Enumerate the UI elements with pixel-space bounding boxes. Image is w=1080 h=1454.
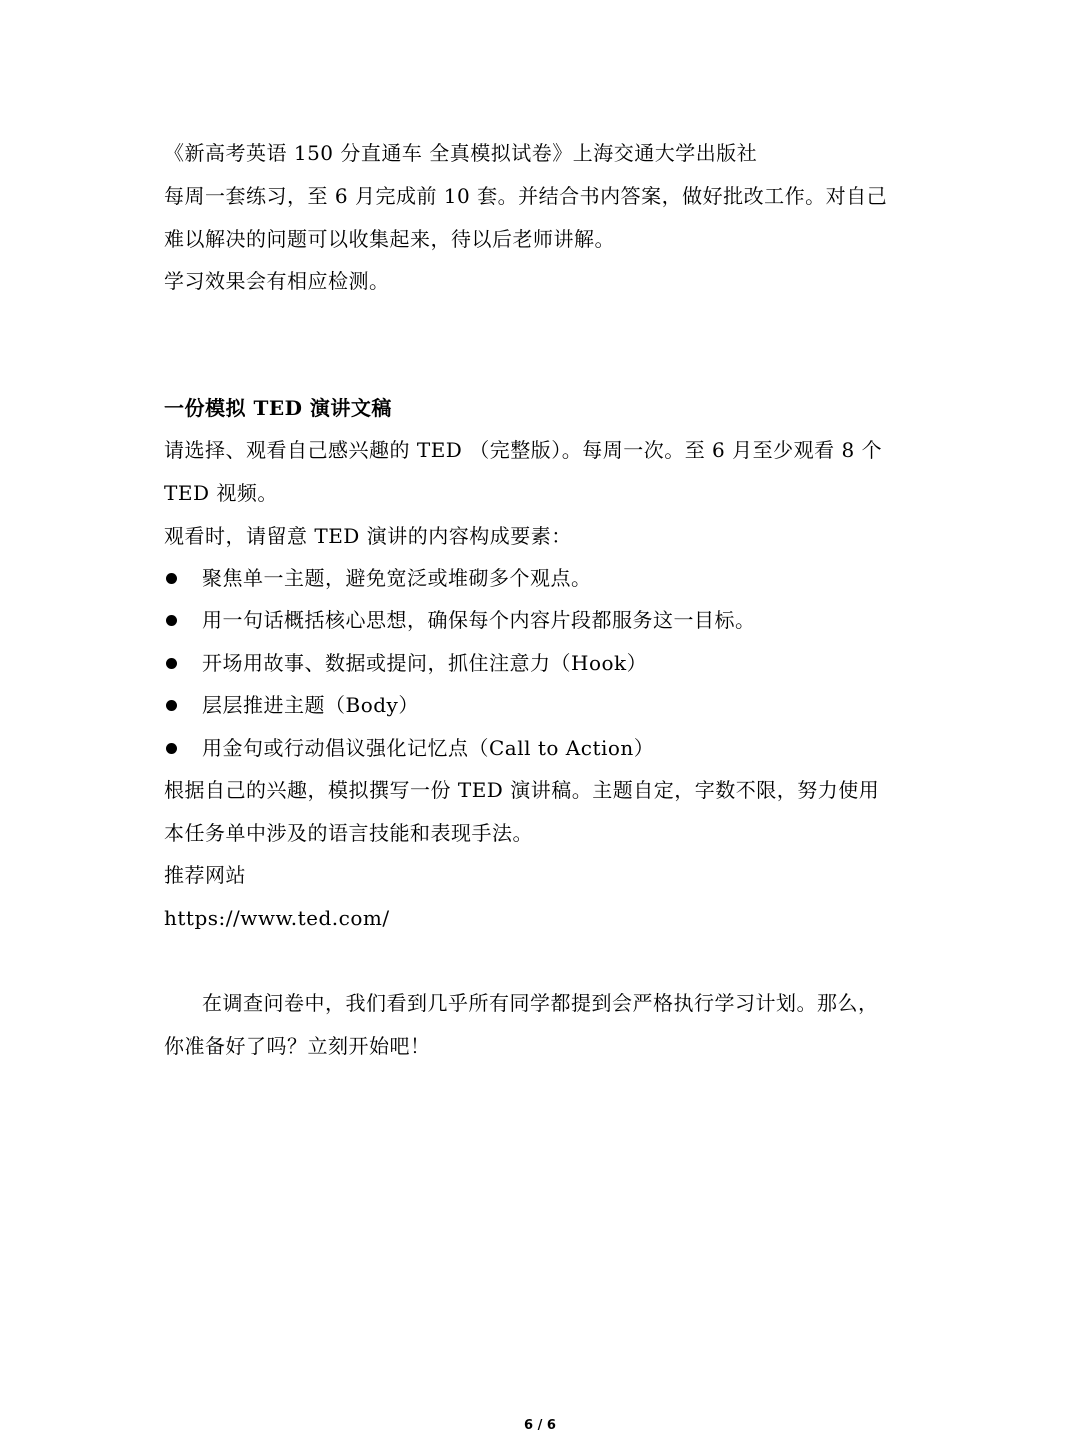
book-title-line: 《新高考英语 150 分直通车 全真模拟试卷》上海交通大学出版社 xyxy=(164,141,758,165)
ted-elements-intro: 观看时，请留意 TED 演讲的内容构成要素： xyxy=(164,524,572,548)
bullet-icon xyxy=(166,658,177,669)
bullet-icon xyxy=(166,615,177,626)
section-heading-ted: 一份模拟 TED 演讲文稿 xyxy=(164,396,392,420)
practice-instruction-line: 每周一套练习，至 6 月完成前 10 套。并结合书内答案，做好批改工作。对自己 xyxy=(164,184,888,208)
bullet-icon xyxy=(166,700,177,711)
ted-writing-task-line: 根据自己的兴趣，模拟撰写一份 TED 演讲稿。主题自定，字数不限，努力使用 xyxy=(164,778,880,802)
list-item-text: 层层推进主题（Body） xyxy=(202,693,419,717)
list-item-text: 用一句话概括核心思想，确保每个内容片段都服务这一目标。 xyxy=(202,608,756,632)
ted-instruction-line: 请选择、观看自己感兴趣的 TED （完整版）。每周一次。至 6 月至少观看 8 个 xyxy=(164,438,883,462)
ted-instruction-line-2: TED 视频。 xyxy=(164,481,278,505)
list-item-text: 开场用故事、数据或提问，抓住注意力（Hook） xyxy=(202,651,648,675)
recommended-site-link[interactable]: https://www.ted.com/ xyxy=(164,906,390,930)
closing-paragraph-line-2: 你准备好了吗？立刻开始吧！ xyxy=(164,1034,431,1058)
bullet-icon xyxy=(166,743,177,754)
assessment-note: 学习效果会有相应检测。 xyxy=(164,269,390,293)
closing-paragraph-line: 在调查问卷中，我们看到几乎所有同学都提到会严格执行学习计划。那么， xyxy=(202,991,879,1015)
recommended-site-label: 推荐网站 xyxy=(164,863,246,887)
list-item-text: 聚焦单一主题，避免宽泛或堆砌多个观点。 xyxy=(202,566,592,590)
practice-instruction-line-2: 难以解决的问题可以收集起来，待以后老师讲解。 xyxy=(164,227,615,251)
list-item-text: 用金句或行动倡议强化记忆点（Call to Action） xyxy=(202,736,655,760)
bullet-icon xyxy=(166,573,177,584)
ted-writing-task-line-2: 本任务单中涉及的语言技能和表现手法。 xyxy=(164,821,533,845)
page-number: 6 / 6 xyxy=(524,1418,556,1433)
